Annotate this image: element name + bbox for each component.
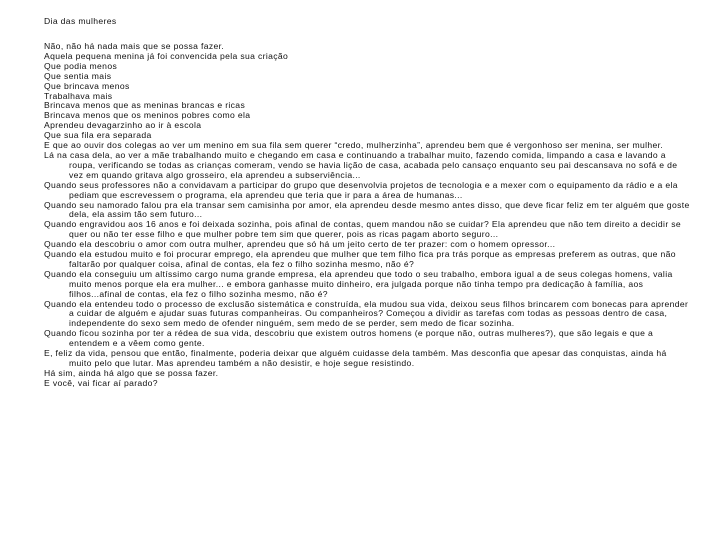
text-line: Quando engravidou aos 16 anos e foi deixada sozinha, pois afinal de contas, quem mandou não se cuidar? Ela aprendeu que não tem direito a decidir se quer ou não ter esse filho e que mulher pobre tem sim que querer, pois as ricas pagam aborto seguro...	[44, 219, 682, 240]
text-line: E, feliz da vida, pensou que então, finalmente, poderia deixar que alguém cuidasse dela também. Mas desconfia que apesar das conquistas, ainda há muito pelo que lutar. Mas aprendeu também a não desistir, e hoje segue resistindo.	[44, 348, 667, 368]
text-line: Quando ela conseguiu um altíssimo cargo numa grande empresa, ela aprendeu que todo o seu trabalho, embora igual a de seus colegas homens, valia muito menos porque ela era mulher... e embora ganhasse muito dinheiro, era julgada porque não tinha tempo pra dedicação à família, aos filhos...afinal de contas, ela fez o filho sozinha mesmo, não é?	[44, 268, 673, 299]
text-line: Quando ela descobriu o amor com outra mulher, aprendeu que só há um jeito certo de ter prazer: com o homem opressor...	[44, 239, 556, 250]
text-line: Aprendeu devagarzinho ao ir à escola	[44, 120, 202, 131]
text-line: Que sentia mais	[44, 70, 112, 81]
text-line: Quando seus professores não a convidavam a participar do grupo que desenvolvia projetos de tecnologia e a mexer com o equipamento da rádio e a ela pediam que escrevessem o programa, ela aprendeu que teria que ir para a área de humanas...	[44, 179, 678, 200]
text-line: E você, vai ficar aí parado?	[44, 377, 158, 388]
text-line: Quando ela estudou muito e foi procurar emprego, ela aprendeu que mulher que tem filho fica pra trás porque as empresas preferem as outras, que não faltarão por qualquer coisa, afinal de contas, ela fez o filho sozinha mesmo, não é?	[44, 249, 676, 269]
text-line: Lá na casa dela, ao ver a mãe trabalhando muito e chegando em casa e continuando a trabalhar muito, fazendo comida, limpando a casa e lavando a roupa, verificando se todas as crianças comeram, vendo se havia lição de casa, acabada pelo cansaço enquanto seu pai descansava no sofá e de vez em quando gritava algo grosseiro, ela aprendeu a subserviência...	[44, 149, 678, 180]
text-line: Aquela pequena menina já foi convencida pela sua criação	[44, 50, 289, 61]
text-line: Que brincava menos	[44, 80, 130, 91]
text-line: E que ao ouvir dos colegas ao ver um menino em sua fila sem querer “credo, mulherzinha”, aprendeu bem que é vergonhoso ser menina, ser mulher.	[44, 140, 664, 151]
document-title: Dia das mulheres	[44, 16, 117, 26]
text-line: Que sua fila era separada	[44, 130, 152, 141]
text-line: Que podia menos	[44, 60, 118, 71]
text-line: Quando ficou sozinha por ter a rédea de sua vida, descobriu que existem outros homens (e porque não, outras mulheres?), que são legais e que a entendem e a vêem como gente.	[44, 328, 654, 349]
text-line: Quando seu namorado falou pra ela transar sem camisinha por amor, ela aprendeu desde mesmo antes disso, que deve ficar feliz em ter alguém que goste dela, ela assim tão sem futuro...	[44, 199, 690, 220]
text-line: Trabalhava mais	[44, 90, 113, 101]
text-line: Não, não há nada mais que se possa fazer.	[44, 41, 225, 51]
text-line: Brincava menos que os meninos pobres como ela	[44, 110, 251, 121]
text-line: Há sim, ainda há algo que se possa fazer.	[44, 367, 219, 378]
text-line: Quando ela entendeu todo o processo de exclusão sistemática e construída, ela mudou sua vida, deixou seus filhos brincarem com bonecas para aprender a cuidar de alguém e ajudar suas futuras companheiras. Ou companheiros? Começou a dividir as tarefas com todas as pessoas dentro de casa, independente do sexo sem medo de ofender ninguém, sem medo de se perder, sem medo de ficar sozinha.	[44, 298, 689, 329]
text-line: Brincava menos que as meninas brancas e ricas	[44, 100, 246, 111]
document-body	[44, 42, 690, 389]
